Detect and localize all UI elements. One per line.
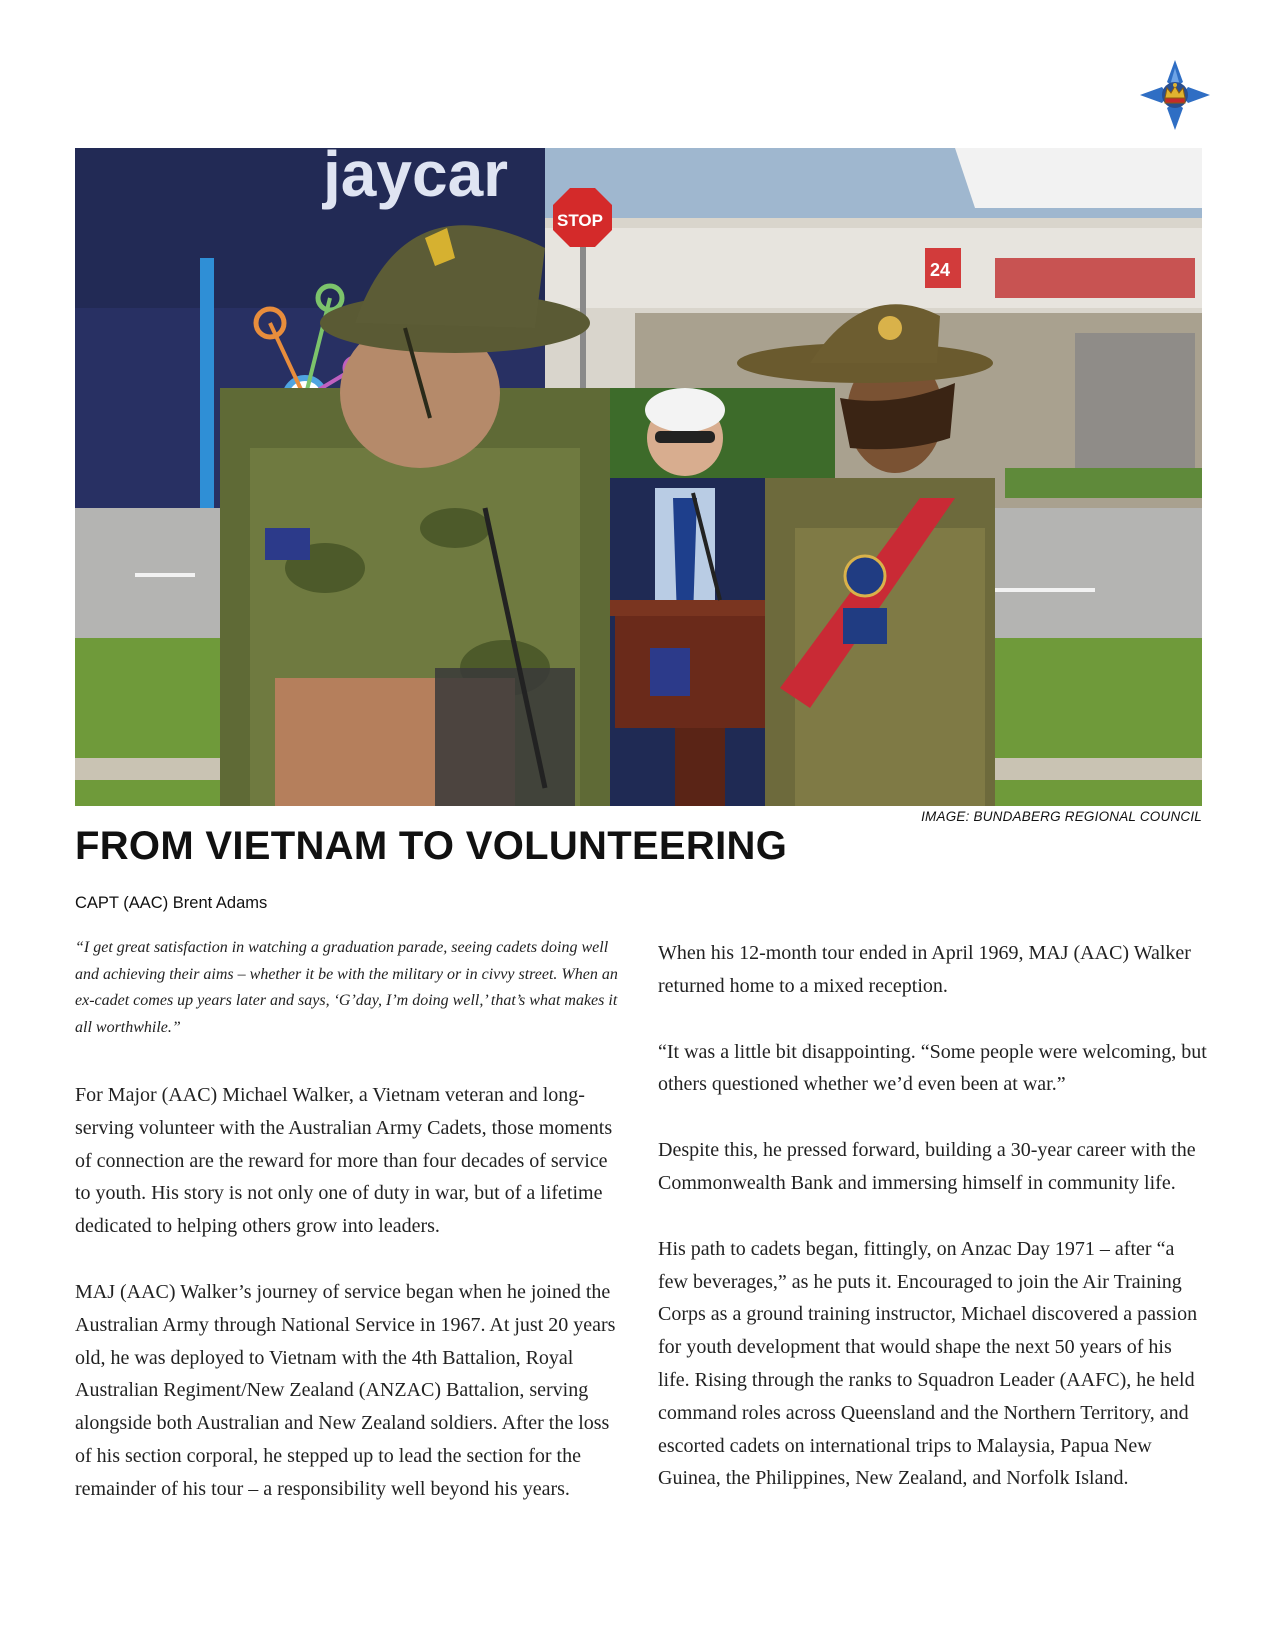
byline: CAPT (AAC) Brent Adams [75, 894, 268, 912]
body-paragraph: His path to cadets began, fittingly, on Anzac Day 1971 – after “a few beverages,” as he puts it. Encouraged to join the Air Training Corps as a ground training instructor, Michael discovered a passion for youth development that would shape the next 50 years of his life. Rising through the ranks to Squadron Leader (AAFC), he held command roles across Queensland and the Northern Territory, and escorted cadets on international trips to Malaysia, Papua New Guinea, the Philippines, New Zealand, and Norfolk Island. [658, 1237, 1198, 1490]
store-sign: jaycar [323, 148, 509, 210]
body-paragraph: MAJ (AAC) Walker’s journey of service began when he joined the Australian Army through National Service in 1967. At just 20 years old, he was deployed to Vietnam with the 4th Battalion, Royal Australian Regiment/New Zealand (ANZAC) Battalion, serving alongside both Australian and New Zealand soldiers. After the loss of his section corporal, he stepped up to lead the section for the remainder of his tour – a responsibility well beyond his years. [75, 1280, 616, 1500]
body-paragraph: “It was a little bit disappointing. “Some people were welcoming, but others questioned whether we’d even been at war.” [658, 1040, 1207, 1096]
feature-photo [75, 148, 1202, 806]
left-column [75, 935, 620, 1539]
photo-credit: IMAGE: BUNDABERG REGIONAL COUNCIL [921, 809, 1202, 824]
article-headline: FROM VIETNAM TO VOLUNTEERING [75, 824, 788, 868]
body-paragraph: When his 12-month tour ended in April 1969, MAJ (AAC) Walker returned home to a mixed reception. [658, 942, 1191, 997]
body-paragraph: Despite this, he pressed forward, building a 30-year career with the Commonwealth Bank and immersing himself in community life. [658, 1139, 1196, 1194]
body-paragraph: For Major (AAC) Michael Walker, a Vietnam veteran and long-serving volunteer with the Australian Army Cadets, those moments of connection are the reward for more than four decades of service to youth. His story is not only one of duty in war, but of a lifetime dedicated to helping others grow into leaders. [75, 1084, 613, 1238]
right-column [658, 937, 1208, 1528]
pull-quote: “I get great satisfaction in watching a graduation parade, seeing cadets doing well and achieving their aims – whether it be with the military or in civvy street. When an ex-cadet comes up years later and says, ‘G’day, I’m doing well,’ that’s what makes it all worthwhile.” [75, 939, 618, 1036]
stop-sign: STOP [557, 211, 603, 230]
unit-emblem-icon [1138, 58, 1212, 132]
hours-sign: 24 [930, 260, 951, 280]
